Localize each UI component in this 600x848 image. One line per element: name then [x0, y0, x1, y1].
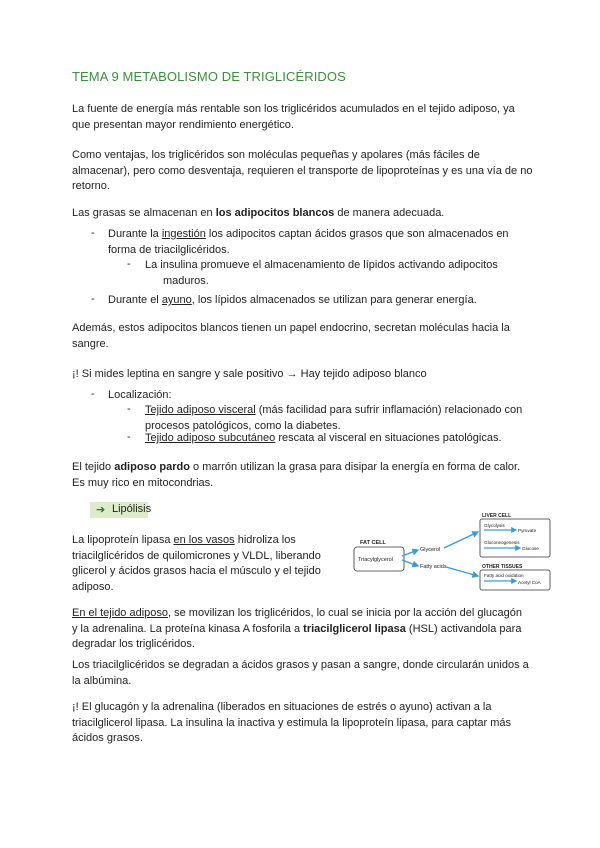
bullet-dash: - [127, 258, 131, 270]
section-heading-lipolysis: Lipólisis [112, 503, 152, 515]
paragraph-storage: Las grasas se almacenan en los adipocitos blancos de manera adecuada. [72, 207, 445, 219]
paragraph-brown-adipose: El tejido adiposo pardo o marrón utilizan la grasa para disipar la energía en forma de calor. Es muy rico en mitocondrias. [72, 461, 521, 489]
fatty-acid-oxidation-label: Fatty acid oxidation [484, 573, 524, 578]
bullet-dash: - [91, 227, 95, 239]
list-item-fasting: Durante el ayuno, los lípidos almacenados se utilizan para generar energía. [108, 294, 477, 306]
pyruvate-label: Pyruvate [518, 528, 537, 533]
list-subitem-insulin: La insulina promueve el almacenamiento de lípidos activando adipocitos maduros. [145, 259, 498, 287]
fat-cell-label: FAT CELL [360, 540, 386, 546]
fatty-acids-label: Fatty acids [420, 564, 447, 570]
list-subitem-subcutaneous: Tejido adiposo subcutáneo rescata al visceral en situaciones patológicas. [145, 432, 502, 444]
glycerol-label: Glycerol [420, 547, 441, 553]
arrow-fatty-acids-to-tissues [446, 567, 478, 576]
paragraph-energy-source: La fuente de energía más rentable son los triglicéridos acumulados en el tejido adiposo, ya que presentan mayor rendimiento energético. [72, 103, 515, 131]
paragraph-lipoprotein-lipase: La lipoproteín lipasa en los vasos hidroliza los triacilglicéridos de quilomicrones y VLDL, liberando glicerol y ácidos grasos hacia el músculo y el tejido adiposo. [72, 534, 321, 593]
list-subitem-visceral: Tejido adiposo visceral (más facilidad para sufrir inflamación) relacionado con procesos patológicos, como la diabetes. [145, 404, 523, 432]
list-item-ingestion: Durante la ingestión los adipocitos captan ácidos grasos que son almacenados en forma de triacilglicéridos. [108, 228, 509, 256]
paragraph-adipose-mobilization: En el tejido adiposo, se movilizan los triglicéridos, lo cual se inicia por la acción del glucagón y la adrenalina. La proteína kinasa A fosforila a triacilglicerol lipasa (HSL) activandola para degradar los triglicéridos. [72, 607, 523, 650]
acetyl-coa-label: Acetyl CoA [518, 580, 541, 585]
bullet-dash: - [127, 431, 131, 443]
other-tissues-label: OTHER TISSUES [482, 564, 523, 570]
paragraph-glucagon: ¡! El glucagón y la adrenalina (liberados en situaciones de estrés o ayuno) activan a la triacilglicerol lipasa. La insulina la inactiva y estimula la lipoproteín lipasa, para captar más ácidos grasos. [72, 701, 511, 744]
liver-cell-label: LIVER CELL [482, 513, 512, 519]
arrow-glycerol-to-liver [444, 532, 478, 548]
gluconeogenesis-label: Gluconeogenesis [484, 540, 520, 545]
paragraph-endocrine: Además, estos adipocitos blancos tienen un papel endocrino, secretan moléculas hacia la sangre. [72, 322, 510, 350]
paragraph-advantages: Como ventajas, los triglicéridos son moléculas pequeñas y apolares (más fáciles de almacenar), pero como desventaja, requieren el transporte de lipoproteínas y es una vía de no retorno. [72, 149, 533, 192]
paragraph-albumin: Los triacilglicéridos se degradan a ácidos grasos y pasan a sangre, donde circularán unidos a la albúmina. [72, 659, 529, 687]
lipolysis-diagram [352, 510, 552, 592]
arrow-right-icon: ➔ [96, 504, 106, 516]
glycolysis-label: Glycolysis [484, 523, 505, 528]
bullet-dash: - [91, 388, 95, 400]
bullet-dash: - [91, 293, 95, 305]
page-title: TEMA 9 METABOLISMO DE TRIGLICÉRIDOS [72, 69, 346, 84]
list-item-location: Localización: [108, 389, 172, 401]
paragraph-leptin: ¡! Si mides leptina en sangre y sale positivo → Hay tejido adiposo blanco [72, 368, 427, 380]
glucose-label: Glucose [522, 546, 539, 551]
bullet-dash: - [127, 403, 131, 415]
triacylglycerol-label: Triacylglycerol [358, 557, 393, 563]
